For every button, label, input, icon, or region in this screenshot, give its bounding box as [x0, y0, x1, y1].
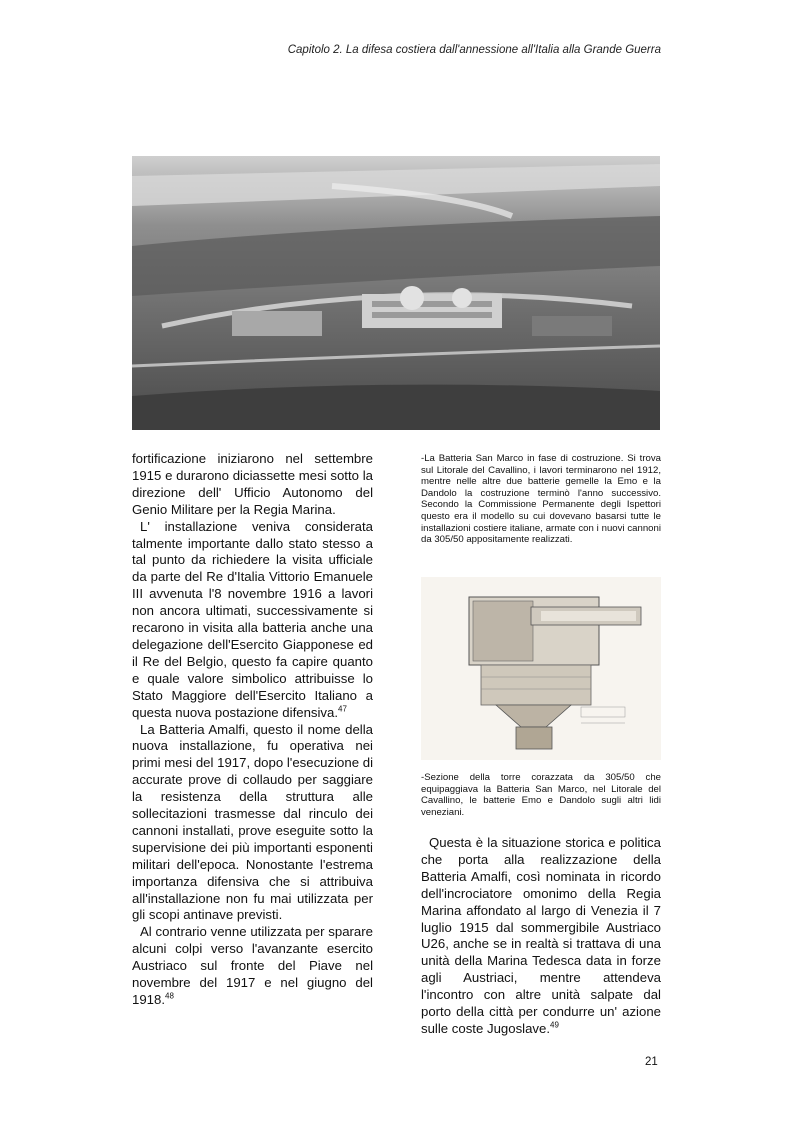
footnote-ref-47: 47: [338, 704, 347, 714]
paragraph-text: Questa è la situazione storica e politica che porta alla realizzazione della Batteria Amalfi, così nominata in ricordo dell'incrociatore omonimo della Regia Marina affondato al largo di Venezia il 7 luglio 1915 dal sommergibile Austriaco U26, anche se in realtà si trattava di una unità della Marina Tedesca data in forze agli Austriaci, mentre attendeva l'incontro con altre unità salpate dal porto della città per condurre un' azione sulle coste Jugoslave.: [421, 835, 661, 1036]
footnote-ref-49: 49: [550, 1020, 559, 1030]
paragraph: [132, 519, 373, 722]
drawing-caption: -Sezione della torre corazzata da 305/50 che equipaggiava la Batteria San Marco, nel Litorale del Cavallino, le batterie Emo e Dandolo sugli altri lidi veneziani.: [421, 772, 661, 818]
aerial-photo-icon: [132, 156, 660, 430]
aerial-photo: [132, 156, 660, 430]
footnote-ref-48: 48: [165, 991, 174, 1001]
paragraph-text: Al contrario venne utilizzata per sparare alcuni colpi verso l'avanzante esercito Austriaco sul fronte del Piave nel novembre del 1917 e nel giugno del 1918.: [132, 924, 373, 1007]
turret-section-drawing-icon: [421, 577, 661, 760]
left-column: [132, 451, 373, 1009]
paragraph: La Batteria Amalfi, questo il nome della nuova installazione, fu operativa nei primi mesi del 1917, dopo l'esecuzione di accurate prove di collaudo per saggiare la resistenza della struttura alle sollecitazioni trasmesse dal rinculo dei cannoni installati, prove eseguite sotto la supervisione dei più importanti esponenti militari dell'epoca. Nonostante l'estrema importanza difensiva che si attribuiva all'installazione non fu mai utilizzata per gli scopi antinave previsti.: [132, 721, 373, 923]
paragraph: fortificazione iniziarono nel settembre 1915 e durarono diciassette mesi sotto la direzione dell' Ufficio Autonomo del Genio Militare per la Regia Marina.: [132, 451, 373, 517]
paragraph: [132, 924, 373, 1009]
photo-caption: -La Batteria San Marco in fase di costruzione. Si trova sul Litorale del Cavallino, i lavori terminarono nel 1912, mentre nelle altre due batterie gemelle la Emo e la Dandolo la costruzione terminò l'anno successivo. Secondo la Commissione Permanente degli Ispettori questo era il modello su cui dovevano basarsi tutte le installazioni costiere italiane, armate con i nuovi cannoni da 305/50 appositamente realizzati.: [421, 453, 661, 546]
page-number: 21: [645, 1056, 658, 1068]
right-column: [421, 835, 661, 1038]
paragraph-text: L' installazione veniva considerata talmente importante dallo stato stesso a tal punto da richiedere la visita ufficiale da parte del Re d'Italia Vittorio Emanuele III avvenuta l'8 novembre 1916 a lavori non ancora ultimati, successivamente si recarono in visita alla batteria anche una delegazione dell'Esercito Giapponese ed il Re del Belgio, questo fa capire quanto e quale valore simbolico attribuisse lo Stato Maggiore dell'Esercito Italiano a questa nuova postazione difensiva.: [132, 518, 373, 720]
running-header: Capitolo 2. La difesa costiera dall'annessione all'Italia alla Grande Guerra: [287, 44, 661, 56]
turret-drawing: [421, 577, 661, 760]
